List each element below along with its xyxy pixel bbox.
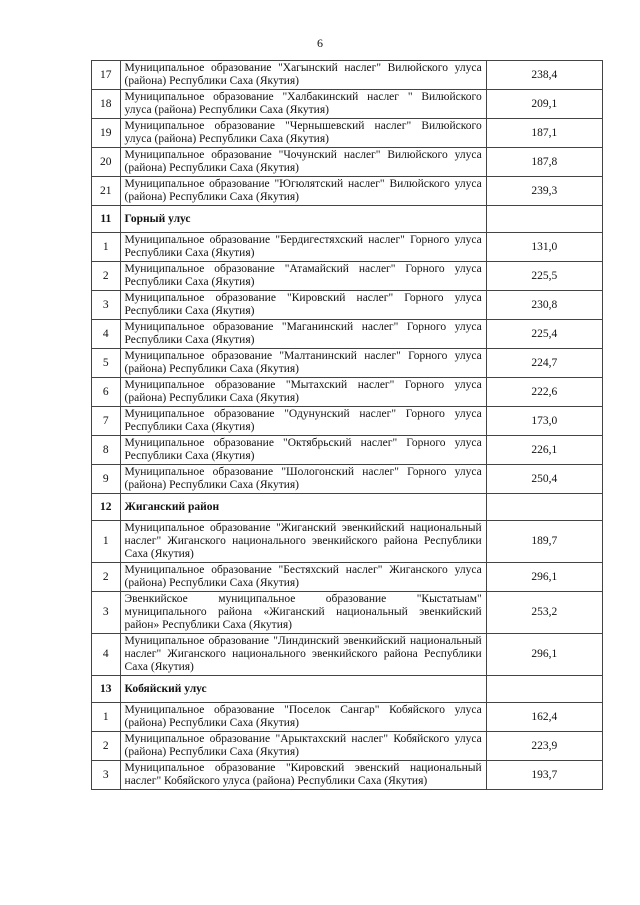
- table-row: [92, 90, 603, 119]
- row-number: 1: [92, 233, 121, 262]
- row-number: 2: [92, 732, 121, 761]
- section-title: Жиганский район: [120, 494, 486, 521]
- table-row: [92, 148, 603, 177]
- row-description: Муниципальное образование "Малтанинский наслег" Горного улуса (района) Республики Саха (Якутия): [120, 349, 486, 378]
- row-value: 162,4: [486, 703, 602, 732]
- row-value: 223,9: [486, 732, 602, 761]
- row-number: 3: [92, 291, 121, 320]
- row-number: 17: [92, 61, 121, 90]
- table-row: [92, 634, 603, 676]
- table-row: [92, 732, 603, 761]
- row-number: 2: [92, 262, 121, 291]
- table-row: [92, 177, 603, 206]
- row-number: 8: [92, 436, 121, 465]
- row-description: Муниципальное образование "Линдинский эвенкийский национальный наслег" Жиганского национального эвенкийского района Республики Саха (Якутия): [120, 634, 486, 676]
- section-row: [92, 676, 603, 703]
- row-description: Муниципальное образование "Кировский наслег" Горного улуса Республики Саха (Якутия): [120, 291, 486, 320]
- table-row: [92, 761, 603, 790]
- row-description: Муниципальное образование "Чочунский наслег" Вилюйского улуса (района) Республики Саха (Якутия): [120, 148, 486, 177]
- table-row: [92, 378, 603, 407]
- row-number: 2: [92, 563, 121, 592]
- section-number: 11: [92, 206, 121, 233]
- row-number: 9: [92, 465, 121, 494]
- table-row: [92, 61, 603, 90]
- row-number: 4: [92, 634, 121, 676]
- section-row: [92, 494, 603, 521]
- row-description: Муниципальное образование "Кировский эвенский национальный наслег" Кобяйского улуса (района) Республики Саха (Якутия): [120, 761, 486, 790]
- table-row: [92, 407, 603, 436]
- row-description: Муниципальное образование "Поселок Сангар" Кобяйского улуса (района) Республики Саха (Якутия): [120, 703, 486, 732]
- row-number: 4: [92, 320, 121, 349]
- row-value: 296,1: [486, 634, 602, 676]
- row-value: 225,5: [486, 262, 602, 291]
- row-value: 187,8: [486, 148, 602, 177]
- row-value: 225,4: [486, 320, 602, 349]
- section-number: 12: [92, 494, 121, 521]
- row-number: 3: [92, 592, 121, 634]
- section-title: Горный улус: [120, 206, 486, 233]
- row-description: Муниципальное образование "Одунунский наслег" Горного улуса Республики Саха (Якутия): [120, 407, 486, 436]
- municipal-table: [91, 60, 603, 790]
- row-value: 296,1: [486, 563, 602, 592]
- row-description: Муниципальное образование "Бердигестяхский наслег" Горного улуса Республики Саха (Якутия): [120, 233, 486, 262]
- row-number: 1: [92, 521, 121, 563]
- row-value: 224,7: [486, 349, 602, 378]
- section-title: Кобяйский улус: [120, 676, 486, 703]
- row-value: 253,2: [486, 592, 602, 634]
- row-description: Муниципальное образование "Хагынский наслег" Вилюйского улуса (района) Республики Саха (Якутия): [120, 61, 486, 90]
- row-value: 250,4: [486, 465, 602, 494]
- table-row: [92, 465, 603, 494]
- table-row: [92, 563, 603, 592]
- row-description: Муниципальное образование "Бестяхский наслег" Жиганского улуса (района) Республики Саха (Якутия): [120, 563, 486, 592]
- row-value: 226,1: [486, 436, 602, 465]
- row-description: Эвенкийское муниципальное образование "Кыстатыам" муниципального района «Жиганский национальный эвенкийский район» Республики Саха (Якутия): [120, 592, 486, 634]
- row-value: 222,6: [486, 378, 602, 407]
- row-description: Муниципальное образование "Чернышевский наслег" Вилюйского улуса (района) Республики Саха (Якутия): [120, 119, 486, 148]
- row-number: 5: [92, 349, 121, 378]
- row-number: 21: [92, 177, 121, 206]
- table-row: [92, 291, 603, 320]
- row-description: Муниципальное образование "Мытахский наслег" Горного улуса (района) Республики Саха (Якутия): [120, 378, 486, 407]
- section-number: 13: [92, 676, 121, 703]
- section-value-empty: [486, 206, 602, 233]
- row-number: 6: [92, 378, 121, 407]
- table-row: [92, 349, 603, 378]
- row-description: Муниципальное образование "Жиганский эвенкийский национальный наслег" Жиганского национального эвенкийского района Республики Саха (Якутия): [120, 521, 486, 563]
- row-description: Муниципальное образование "Маганинский наслег" Горного улуса Республики Саха (Якутия): [120, 320, 486, 349]
- table-row: [92, 119, 603, 148]
- row-number: 19: [92, 119, 121, 148]
- row-description: Муниципальное образование "Октябрьский наслег" Горного улуса Республики Саха (Якутия): [120, 436, 486, 465]
- row-description: Муниципальное образование "Арыктахский наслег" Кобяйского улуса (района) Республики Саха (Якутия): [120, 732, 486, 761]
- row-number: 20: [92, 148, 121, 177]
- row-value: 238,4: [486, 61, 602, 90]
- row-number: 18: [92, 90, 121, 119]
- row-value: 173,0: [486, 407, 602, 436]
- page-number: 6: [317, 36, 323, 50]
- row-value: 187,1: [486, 119, 602, 148]
- table-row: [92, 233, 603, 262]
- row-number: 7: [92, 407, 121, 436]
- table-row: [92, 262, 603, 291]
- section-row: [92, 206, 603, 233]
- row-value: 230,8: [486, 291, 602, 320]
- row-description: Муниципальное образование "Югюлятский наслег" Вилюйского улуса (района) Республики Саха (Якутия): [120, 177, 486, 206]
- table-row: [92, 436, 603, 465]
- row-number: 3: [92, 761, 121, 790]
- row-value: 209,1: [486, 90, 602, 119]
- row-value: 189,7: [486, 521, 602, 563]
- row-value: 239,3: [486, 177, 602, 206]
- table-row: [92, 703, 603, 732]
- row-description: Муниципальное образование "Шологонский наслег" Горного улуса (района) Республики Саха (Якутия): [120, 465, 486, 494]
- table-row: [92, 320, 603, 349]
- table-body: [92, 61, 603, 790]
- table-row: [92, 521, 603, 563]
- table-row: [92, 592, 603, 634]
- row-value: 193,7: [486, 761, 602, 790]
- row-number: 1: [92, 703, 121, 732]
- section-value-empty: [486, 494, 602, 521]
- row-description: Муниципальное образование "Халбакинский наслег " Вилюйского улуса (района) Республики Саха (Якутия): [120, 90, 486, 119]
- row-value: 131,0: [486, 233, 602, 262]
- row-description: Муниципальное образование "Атамайский наслег" Горного улуса Республики Саха (Якутия): [120, 262, 486, 291]
- section-value-empty: [486, 676, 602, 703]
